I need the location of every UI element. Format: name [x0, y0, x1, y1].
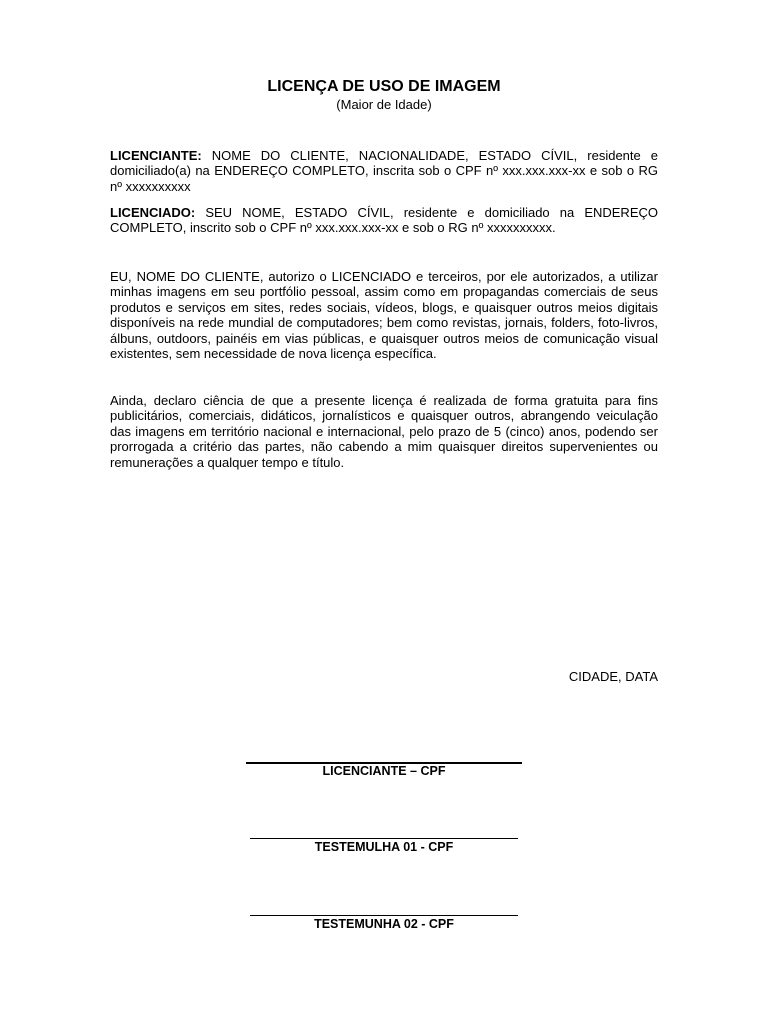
licenciado-label: LICENCIADO:: [110, 205, 196, 220]
licenciante-paragraph: [110, 148, 658, 194]
signature-label-witness-1: TESTEMULHA 01 - CPF: [314, 840, 454, 854]
signature-line-witness-1: [250, 838, 518, 839]
licenciado-text: SEU NOME, ESTADO CÍVIL, residente e domiciliado na ENDEREÇO COMPLETO, inscrito sob o CPF nº xxx.xxx.xxx-xx e sob o RG nº xxxxxxxxxx.: [110, 205, 658, 236]
document-title: LICENÇA DE USO DE IMAGEM: [267, 78, 501, 95]
licenciante-text: NOME DO CLIENTE, NACIONALIDADE, ESTADO CÍVIL, residente e domiciliado(a) na ENDEREÇO COMPLETO, inscrita sob o CPF nº xxx.xxx.xxx-xx e sob o RG nº xxxxxxxxxx: [110, 148, 658, 194]
place-date: CIDADE, DATA: [568, 669, 658, 684]
signature-label-licenciante: LICENCIANTE – CPF: [322, 764, 446, 778]
document-subtitle: (Maior de Idade): [336, 97, 432, 112]
licenciante-label: LICENCIANTE:: [110, 148, 202, 163]
licenciado-paragraph: [110, 205, 658, 236]
signature-label-witness-2: TESTEMUNHA 02 - CPF: [314, 917, 454, 931]
terms-paragraph: Ainda, declaro ciência de que a presente licença é realizada de forma gratuita para fins publicitários, comerciais, didáticos, jornalísticos e quaisquer outros, abrangendo veiculação das imagens em território nacional e internacional, pelo prazo de 5 (cinco) anos, podendo ser prorrogada a critério das partes, não cabendo a mim quaisquer direitos supervenientes ou remunerações a qualquer tempo e título.: [110, 393, 658, 470]
authorization-paragraph: EU, NOME DO CLIENTE, autorizo o LICENCIADO e terceiros, por ele autorizados, a utilizar minhas imagens em seu portfólio pessoal, assim como em propagandas comerciais de seus produtos e serviços em sites, redes sociais, vídeos, blogs, e quaisquer outros meios digitais disponíveis na rede mundial de computadores; bem como revistas, jornais, folders, foto-livros, álbuns, outdoors, painéis em vias públicas, e quaisquer outros meios de comunicação visual existentes, sem necessidade de nova licença específica.: [110, 269, 658, 362]
signature-line-witness-2: [250, 915, 518, 916]
